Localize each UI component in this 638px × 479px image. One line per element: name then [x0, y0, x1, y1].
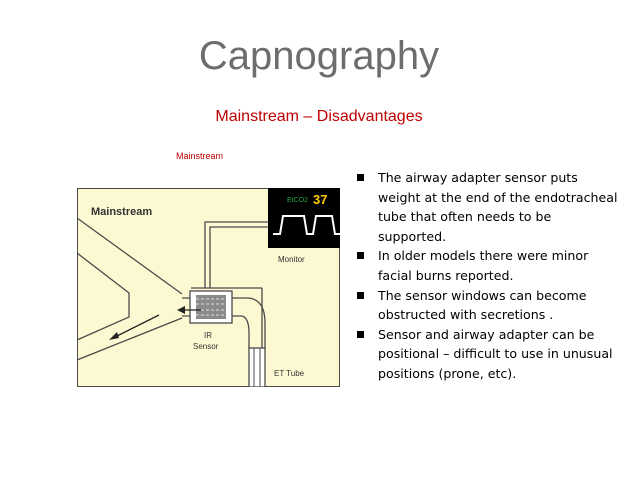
square-bullet-icon — [357, 292, 364, 299]
mainstream-diagram — [77, 188, 340, 387]
bullet-text: In older models there were minor facial burns reported. — [378, 248, 589, 283]
bullet-item — [356, 286, 621, 325]
ir-label-line2: Sensor — [193, 342, 219, 351]
slide-title: Capnography — [198, 34, 440, 78]
monitor-etco2-value: 37 — [313, 192, 328, 207]
slide-subtitle: Mainstream – Disadvantages — [215, 108, 423, 125]
panel-label: Mainstream — [91, 206, 153, 218]
bullet-item — [356, 168, 621, 246]
square-bullet-icon — [357, 252, 364, 259]
bullet-text: Sensor and airway adapter can be positional – difficult to use in unusual positions (prone, etc). — [378, 326, 613, 381]
bullet-text: The airway adapter sensor puts weight at the end of the endotracheal tube that often needs to be supported. — [378, 170, 618, 244]
square-bullet-icon — [357, 174, 364, 181]
disadvantages-list — [356, 168, 621, 384]
square-bullet-icon — [357, 331, 364, 338]
et-tube-connector — [249, 348, 265, 387]
monitor-etco2-text: EtCO2 — [287, 197, 309, 204]
ir-label-line1: IR — [204, 331, 212, 340]
et-tube-label: ET Tube — [274, 369, 305, 378]
monitor-label: Monitor — [278, 255, 305, 264]
bullet-text: The sensor windows can become obstructed with secretions . — [378, 287, 587, 323]
bullet-item — [356, 325, 621, 384]
bullet-item — [356, 246, 621, 285]
diagram-caption: Mainstream — [176, 151, 224, 161]
